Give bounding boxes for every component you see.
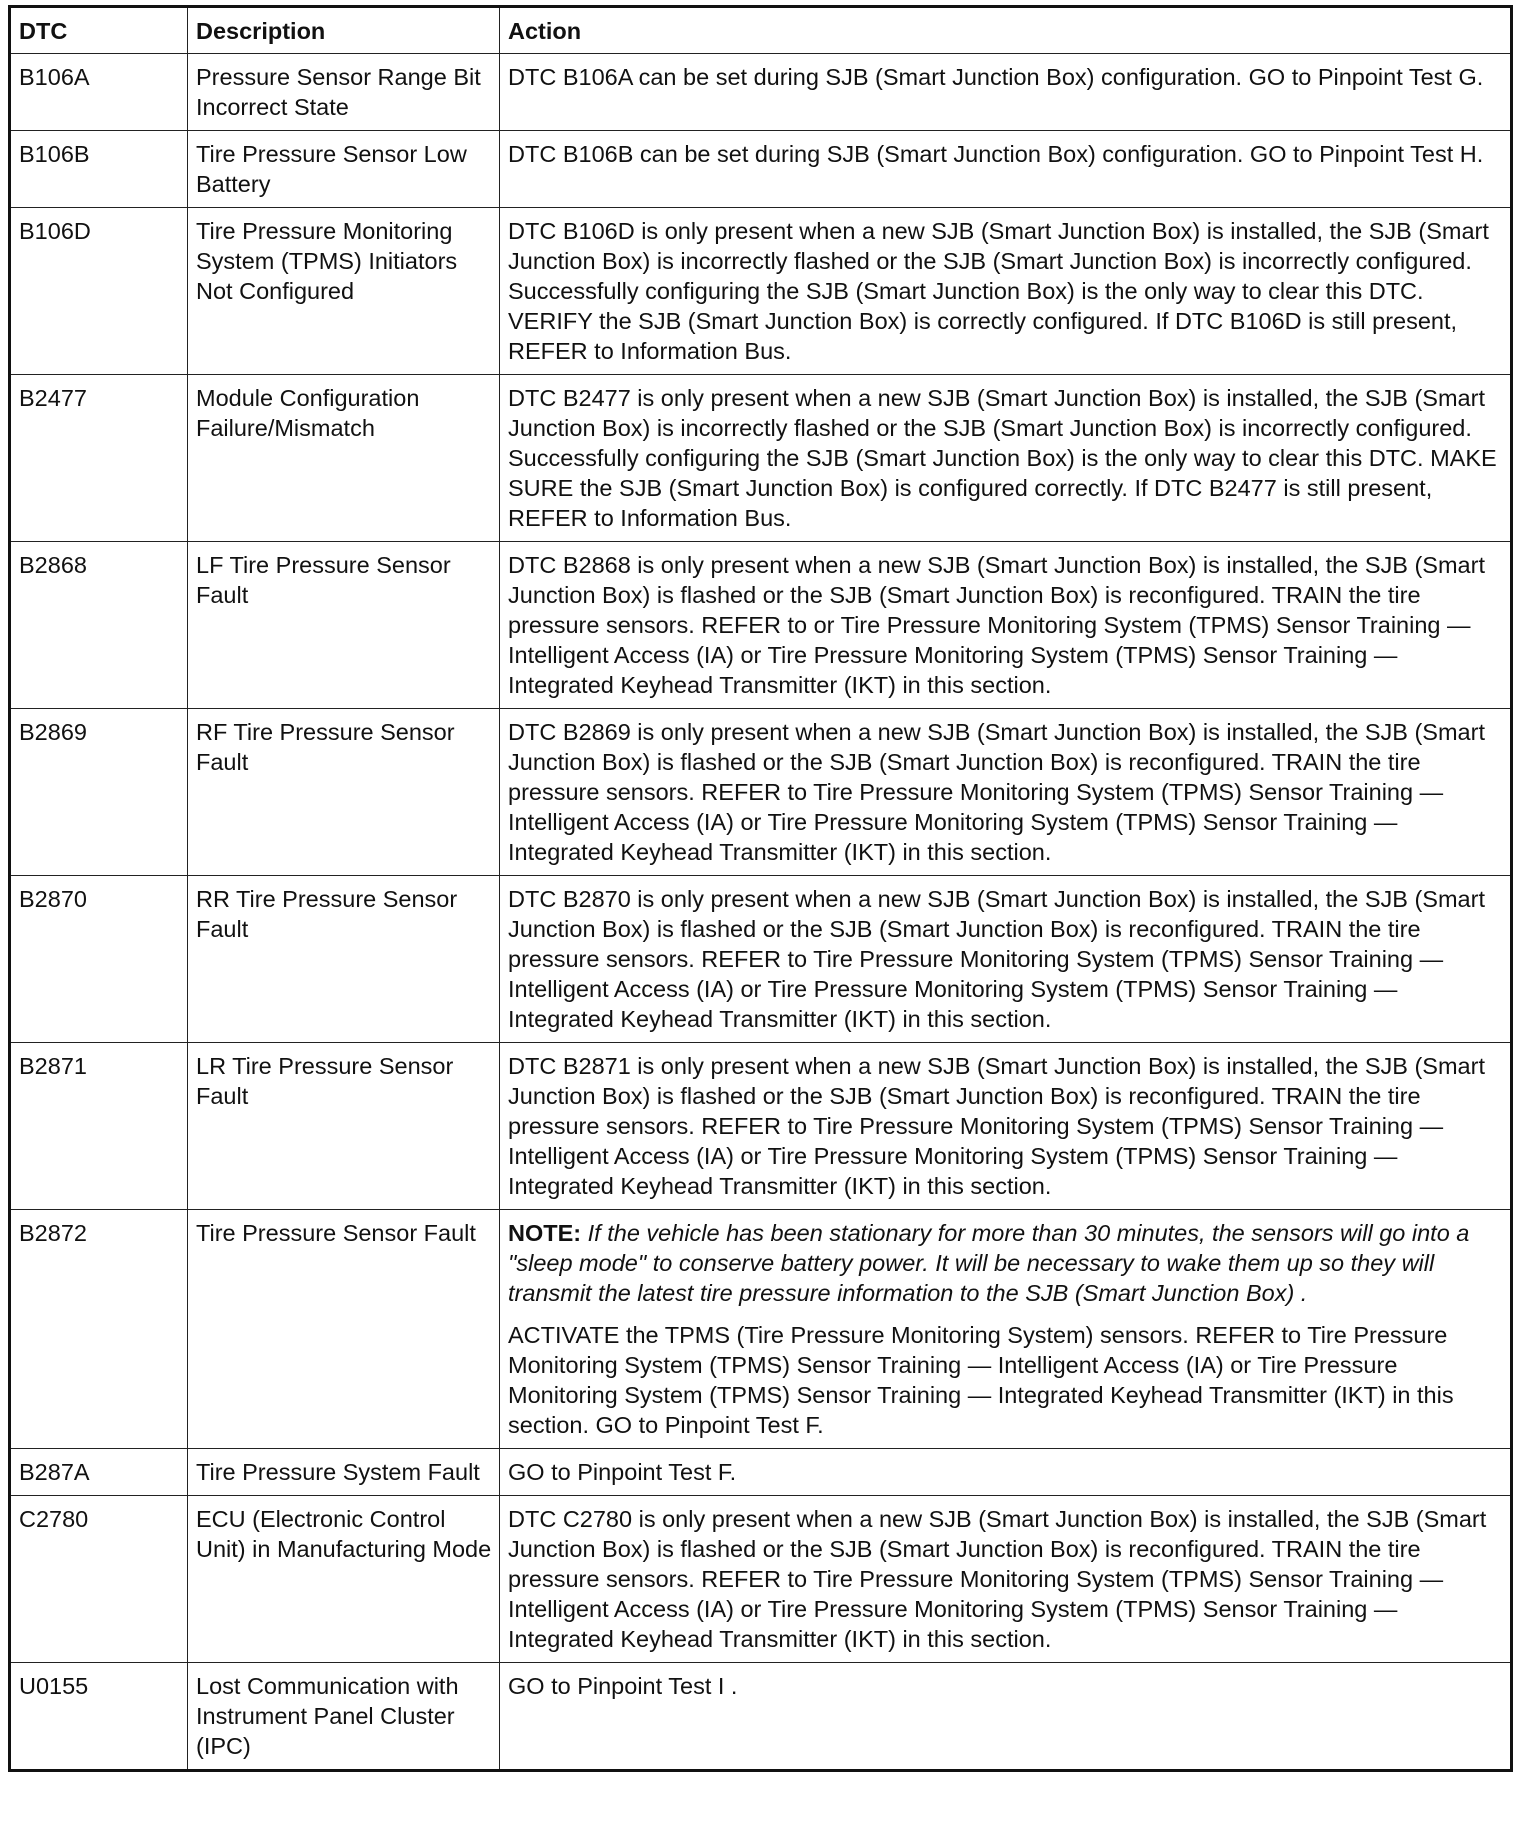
table-row [10, 54, 1512, 131]
dtc-code: B2870 [10, 876, 188, 1043]
dtc-description: LF Tire Pressure Sensor Fault [188, 542, 500, 709]
dtc-action: DTC B2869 is only present when a new SJB (Smart Junction Box) is installed, the SJB (Smart Junction Box) is flashed or the SJB (Smart Junction Box) is reconfigured. TRAIN the tire pressure sensors. REFER to Tire Pressure Monitoring System (TPMS) Sensor Training — Intelligent Access (IA) or Tire Pressure Monitoring System (TPMS) Sensor Training — Integrated Keyhead Transmitter (IKT) in this section. [500, 709, 1512, 876]
header-description: Description [188, 7, 500, 54]
dtc-action: DTC B2870 is only present when a new SJB (Smart Junction Box) is installed, the SJB (Smart Junction Box) is flashed or the SJB (Smart Junction Box) is reconfigured. TRAIN the tire pressure sensors. REFER to Tire Pressure Monitoring System (TPMS) Sensor Training — Intelligent Access (IA) or Tire Pressure Monitoring System (TPMS) Sensor Training — Integrated Keyhead Transmitter (IKT) in this section. [500, 876, 1512, 1043]
table-body [10, 54, 1512, 1771]
table-row [10, 876, 1512, 1043]
dtc-description: LR Tire Pressure Sensor Fault [188, 1043, 500, 1210]
dtc-action: DTC B2868 is only present when a new SJB (Smart Junction Box) is installed, the SJB (Smart Junction Box) is flashed or the SJB (Smart Junction Box) is reconfigured. TRAIN the tire pressure sensors. REFER to or Tire Pressure Monitoring System (TPMS) Sensor Training — Intelligent Access (IA) or Tire Pressure Monitoring System (TPMS) Sensor Training — Integrated Keyhead Transmitter (IKT) in this section. [500, 542, 1512, 709]
table-row [10, 1043, 1512, 1210]
dtc-description: Tire Pressure Monitoring System (TPMS) Initiators Not Configured [188, 208, 500, 375]
dtc-code: B2871 [10, 1043, 188, 1210]
dtc-action: DTC B2477 is only present when a new SJB (Smart Junction Box) is installed, the SJB (Smart Junction Box) is incorrectly flashed or the SJB (Smart Junction Box) is incorrectly configured. Successfully configuring the SJB (Smart Junction Box) is the only way to clear this DTC. MAKE SURE the SJB (Smart Junction Box) is configured correctly. If DTC B2477 is still present, REFER to Information Bus. [500, 375, 1512, 542]
dtc-code: B2869 [10, 709, 188, 876]
dtc-description: ECU (Electronic Control Unit) in Manufacturing Mode [188, 1496, 500, 1663]
table-row [10, 131, 1512, 208]
table-row [10, 1496, 1512, 1663]
dtc-code: B2872 [10, 1210, 188, 1449]
dtc-action: DTC B106D is only present when a new SJB (Smart Junction Box) is installed, the SJB (Smart Junction Box) is incorrectly flashed or the SJB (Smart Junction Box) is incorrectly configured. Successfully configuring the SJB (Smart Junction Box) is the only way to clear this DTC. VERIFY the SJB (Smart Junction Box) is correctly configured. If DTC B106D is still present, REFER to Information Bus. [500, 208, 1512, 375]
table-row [10, 375, 1512, 542]
dtc-action: ACTIVATE the TPMS (Tire Pressure Monitoring System) sensors. REFER to Tire Pressure Monitoring System (TPMS) Sensor Training — Intelligent Access (IA) or Tire Pressure Monitoring System (TPMS) Sensor Training — Integrated Keyhead Transmitter (IKT) in this section. GO to Pinpoint Test F. [508, 1322, 1454, 1438]
header-action: Action [500, 7, 1512, 54]
table-header [10, 7, 1512, 54]
header-dtc: DTC [10, 7, 188, 54]
dtc-action: GO to Pinpoint Test F. [500, 1449, 1512, 1496]
note-label: NOTE: [508, 1220, 582, 1246]
dtc-code: C2780 [10, 1496, 188, 1663]
dtc-description: RR Tire Pressure Sensor Fault [188, 876, 500, 1043]
dtc-action: GO to Pinpoint Test I . [500, 1663, 1512, 1771]
dtc-description: Pressure Sensor Range Bit Incorrect State [188, 54, 500, 131]
dtc-description: RF Tire Pressure Sensor Fault [188, 709, 500, 876]
note-text: If the vehicle has been stationary for more than 30 minutes, the sensors will go into a "sleep mode" to conserve battery power. It will be necessary to wake them up so they will transmit the latest tire pressure information to the SJB (Smart Junction Box) . [508, 1220, 1470, 1306]
table-row [10, 1210, 1512, 1449]
dtc-action: DTC C2780 is only present when a new SJB (Smart Junction Box) is installed, the SJB (Smart Junction Box) is flashed or the SJB (Smart Junction Box) is reconfigured. TRAIN the tire pressure sensors. REFER to Tire Pressure Monitoring System (TPMS) Sensor Training — Intelligent Access (IA) or Tire Pressure Monitoring System (TPMS) Sensor Training — Integrated Keyhead Transmitter (IKT) in this section. [500, 1496, 1512, 1663]
dtc-code: B106D [10, 208, 188, 375]
dtc-action: DTC B2871 is only present when a new SJB (Smart Junction Box) is installed, the SJB (Smart Junction Box) is flashed or the SJB (Smart Junction Box) is reconfigured. TRAIN the tire pressure sensors. REFER to Tire Pressure Monitoring System (TPMS) Sensor Training — Intelligent Access (IA) or Tire Pressure Monitoring System (TPMS) Sensor Training — Integrated Keyhead Transmitter (IKT) in this section. [500, 1043, 1512, 1210]
dtc-description: Module Configuration Failure/Mismatch [188, 375, 500, 542]
header-row [10, 7, 1512, 54]
dtc-action: DTC B106B can be set during SJB (Smart Junction Box) configuration. GO to Pinpoint Test H. [500, 131, 1512, 208]
dtc-action: DTC B106A can be set during SJB (Smart Junction Box) configuration. GO to Pinpoint Test G. [500, 54, 1512, 131]
note-paragraph [508, 1218, 1502, 1308]
dtc-action-cell [500, 1210, 1512, 1449]
dtc-description: Tire Pressure Sensor Low Battery [188, 131, 500, 208]
dtc-code: B106B [10, 131, 188, 208]
table-row [10, 542, 1512, 709]
dtc-code: U0155 [10, 1663, 188, 1771]
table-row [10, 709, 1512, 876]
dtc-code: B2477 [10, 375, 188, 542]
table-row [10, 1663, 1512, 1771]
table-row [10, 208, 1512, 375]
dtc-code: B2868 [10, 542, 188, 709]
dtc-code: B287A [10, 1449, 188, 1496]
dtc-description: Tire Pressure System Fault [188, 1449, 500, 1496]
dtc-description: Tire Pressure Sensor Fault [188, 1210, 500, 1449]
dtc-description: Lost Communication with Instrument Panel Cluster (IPC) [188, 1663, 500, 1771]
dtc-code: B106A [10, 54, 188, 131]
dtc-table [8, 5, 1513, 1772]
table-row [10, 1449, 1512, 1496]
